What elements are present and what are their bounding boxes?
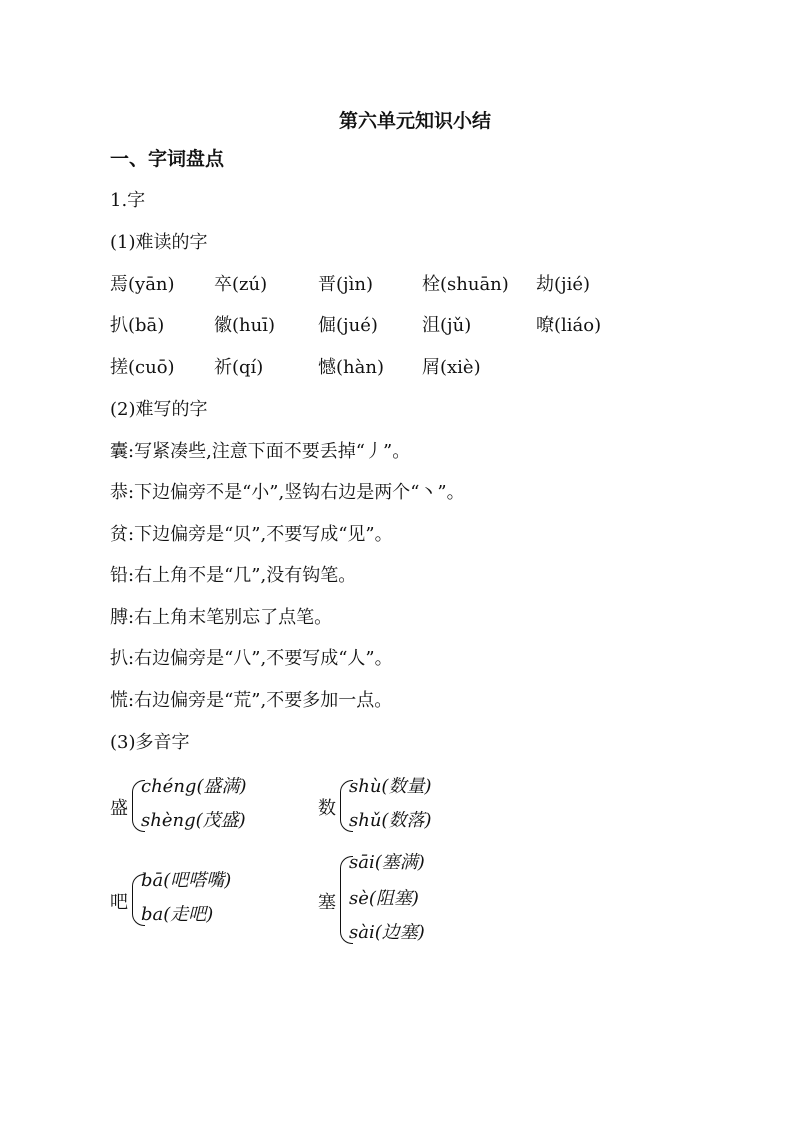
hard-read-item: 搓(cuō) xyxy=(110,357,175,378)
polyphonic-group xyxy=(110,870,310,932)
page-title: 第六单元知识小结 xyxy=(338,110,491,132)
heading-hard-to-write: (2)难写的字 xyxy=(110,399,208,420)
hard-read-item: 徽(huī) xyxy=(214,315,275,336)
subsection-characters: 1.字 xyxy=(110,190,146,211)
hard-read-item: 卒(zú) xyxy=(214,274,268,295)
hard-write-item: 铅:右上角不是“几”,没有钩笔。 xyxy=(110,565,357,586)
polyphonic-group xyxy=(318,776,518,838)
section-heading-word-review: 一、字词盘点 xyxy=(110,148,225,170)
polyphonic-reading: sāi(塞满) xyxy=(349,852,425,873)
hard-read-item: 扒(bā) xyxy=(110,315,165,336)
heading-hard-to-read: (1)难读的字 xyxy=(110,232,208,253)
polyphonic-char: 吧 xyxy=(110,892,128,913)
hard-read-item: 屑(xiè) xyxy=(422,357,481,378)
hard-read-item: 憾(hàn) xyxy=(318,357,384,378)
hard-read-item: 嘹(liáo) xyxy=(536,315,602,336)
polyphonic-group xyxy=(318,852,518,948)
polyphonic-reading: sài(边塞) xyxy=(349,922,425,943)
hard-write-item: 扒:右边偏旁是“八”,不要写成“人”。 xyxy=(110,648,393,669)
heading-polyphonic: (3)多音字 xyxy=(110,732,190,753)
hard-write-item: 膊:右上角末笔别忘了点笔。 xyxy=(110,607,333,628)
hard-write-item: 恭:下边偏旁不是“小”,竖钩右边是两个“丶”。 xyxy=(110,482,465,503)
hard-read-item: 祈(qí) xyxy=(214,357,264,378)
hard-write-item: 囊:写紧凑些,注意下面不要丢掉“丿”。 xyxy=(110,441,411,462)
polyphonic-reading: ba(走吧) xyxy=(141,904,214,925)
hard-write-item: 慌:右边偏旁是“荒”,不要多加一点。 xyxy=(110,690,393,711)
polyphonic-reading: bā(吧嗒嘴) xyxy=(141,870,232,891)
hard-read-item: 倔(jué) xyxy=(318,315,378,336)
polyphonic-char: 塞 xyxy=(318,892,336,913)
polyphonic-reading: shù(数量) xyxy=(349,776,432,797)
polyphonic-reading: shèng(茂盛) xyxy=(141,810,246,831)
hard-read-item: 沮(jǔ) xyxy=(422,315,472,336)
polyphonic-reading: sè(阻塞) xyxy=(349,888,419,909)
polyphonic-group xyxy=(110,776,310,838)
hard-read-item: 晋(jìn) xyxy=(318,274,373,295)
hard-write-item: 贫:下边偏旁是“贝”,不要写成“见”。 xyxy=(110,524,393,545)
polyphonic-char: 数 xyxy=(318,798,336,819)
hard-read-item: 栓(shuān) xyxy=(422,274,509,295)
polyphonic-reading: shǔ(数落) xyxy=(349,810,432,831)
hard-read-item: 劫(jié) xyxy=(536,274,591,295)
polyphonic-reading: chéng(盛满) xyxy=(141,776,247,797)
hard-read-item: 焉(yān) xyxy=(110,274,175,295)
polyphonic-char: 盛 xyxy=(110,798,128,819)
